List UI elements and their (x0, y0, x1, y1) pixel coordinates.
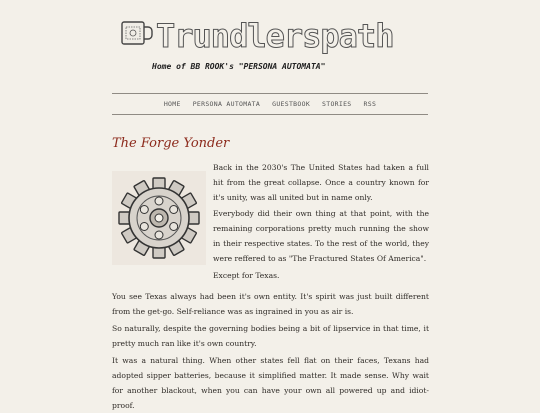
post-paragraph: Except for Texas. (213, 271, 280, 280)
post-paragraph: Back in the 2030's The United States had taken a full hit from the great collapse. Once a country known for it's unity, was all united but in name only. (213, 163, 429, 202)
main-nav (112, 93, 428, 115)
nav-stories[interactable]: STORIES (322, 100, 352, 108)
post-paragraph: So naturally, despite the governing bodies being a bit of lipservice in that time, it pretty much ran like it's own country. (112, 324, 429, 348)
gear-icon (112, 171, 206, 265)
post-paragraph: Everybody did their own thing at that point, with the remaining corporations pretty much running the show in their respective states. To the rest of the world, they were reffered to as "The Fractured States Of America". (213, 209, 429, 263)
post-title: The Forge Yonder (112, 136, 230, 151)
nav-guestbook[interactable]: GUESTBOOK (272, 100, 311, 108)
nav-rss[interactable]: RSS (363, 100, 377, 108)
coffee-mug-icon (118, 18, 154, 48)
site-tagline: Home of BB ROOK's "PERSONA AUTOMATA" (152, 62, 326, 71)
site-title[interactable]: Trundlerspath (156, 17, 394, 55)
post-paragraph: You see Texas always had been it's own entity. It's spirit was just built different from the get-go. Self-reliance was as ingrained in you as air is. (112, 292, 429, 316)
site-header (112, 16, 432, 76)
nav-home[interactable]: HOME (163, 100, 181, 108)
nav-persona-automata[interactable]: PERSONA AUTOMATA (192, 100, 261, 108)
post-paragraph: It was a natural thing. When other states fell flat on their faces, Texans had adopted sipper batteries, because it simplified matter. It made sense. Why wait for another blackout, when you can have your own all powered up and idiot-proof. (112, 356, 429, 410)
